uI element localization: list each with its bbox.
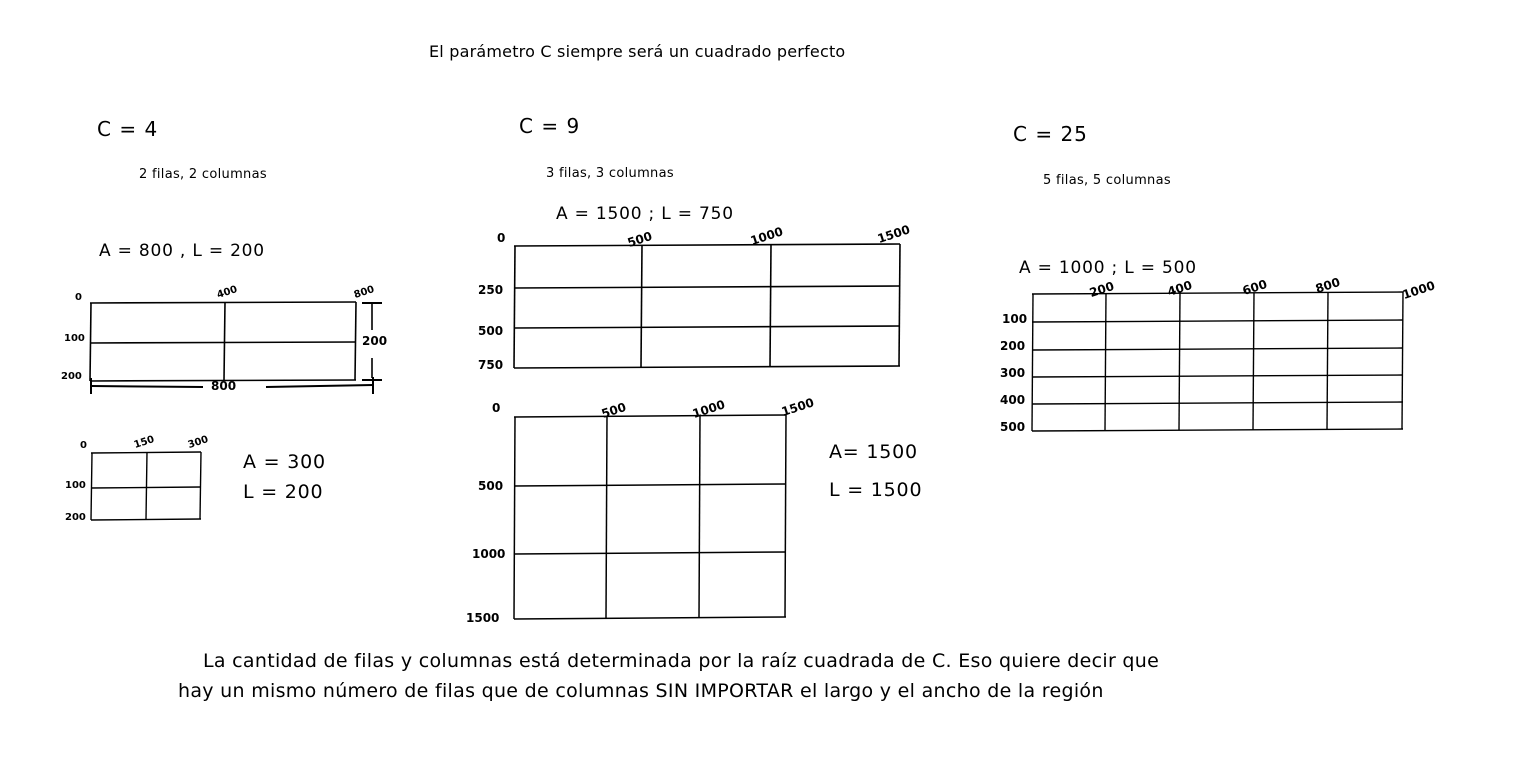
- dim-label-grid-1: A = 800 , L = 200: [99, 241, 265, 261]
- sub-label-9: 3 filas, 3 columnas: [546, 166, 674, 181]
- footer-line-2: hay un mismo número de filas que de columnas SIN IMPORTAR el largo y el ancho de la región: [178, 680, 1104, 702]
- tick-y: 400: [1000, 393, 1026, 407]
- side-label-l: L = 200: [243, 481, 324, 503]
- c-label-25: C = 25: [1013, 122, 1088, 146]
- sub-label-4: 2 filas, 2 columnas: [139, 167, 267, 182]
- page-title: El parámetro C siempre será un cuadrado perfecto: [429, 42, 846, 61]
- tick-y: 200: [61, 371, 82, 382]
- tick-x: 150: [132, 434, 156, 451]
- tick-x: 1500: [875, 222, 912, 246]
- grid-c9-secondary: [512, 414, 788, 622]
- tick-y: 500: [478, 479, 504, 493]
- tick-y: 100: [1002, 312, 1028, 326]
- tick-y: 300: [1000, 366, 1026, 380]
- height-annotation: 200: [362, 334, 388, 348]
- footer-line-1: La cantidad de filas y columnas está determinada por la raíz cuadrada de C. Eso quiere decir que: [203, 650, 1160, 672]
- tick-y: 100: [65, 480, 86, 491]
- tick-x: 400: [1165, 277, 1194, 299]
- tick-x: 600: [1240, 276, 1269, 298]
- tick-y: 500: [478, 324, 504, 338]
- tick-x: 1000: [1400, 278, 1437, 302]
- grid-c4-secondary: [89, 450, 203, 526]
- tick-y: 750: [478, 358, 504, 372]
- tick-x: 1000: [748, 224, 785, 248]
- tick-x: 800: [352, 284, 376, 301]
- tick-y: 1500: [466, 611, 500, 625]
- side-label-a: A = 300: [243, 451, 326, 473]
- dim-label-grid-2: A = 1500 ; L = 750: [556, 204, 734, 224]
- width-annotation: 800: [211, 379, 237, 393]
- grid-c9-main: [512, 243, 902, 373]
- tick-y: 200: [65, 512, 86, 523]
- side-label-a: A= 1500: [829, 441, 918, 463]
- tick-x: 500: [625, 228, 654, 250]
- dim-label-grid-5: A = 1000 ; L = 500: [1019, 258, 1197, 278]
- tick-x: 0: [80, 440, 87, 451]
- tick-y: 250: [478, 283, 504, 297]
- tick-x: 300: [186, 434, 210, 451]
- tick-y: 200: [1000, 339, 1026, 353]
- tick-x: 0: [492, 401, 501, 415]
- tick-x: 1500: [779, 395, 816, 419]
- tick-x: 500: [599, 399, 628, 421]
- tick-y: 100: [64, 333, 85, 344]
- grid-c25-main: [1030, 291, 1405, 433]
- tick-y: 1000: [472, 547, 506, 561]
- side-label-l: L = 1500: [829, 479, 923, 501]
- tick-x: 0: [75, 292, 82, 303]
- c-label-9: C = 9: [519, 114, 581, 138]
- tick-y: 500: [1000, 420, 1026, 434]
- tick-x: 0: [497, 231, 506, 245]
- tick-x: 200: [1087, 278, 1116, 300]
- tick-x: 800: [1313, 274, 1342, 296]
- tick-x: 1000: [690, 397, 727, 421]
- sub-label-25: 5 filas, 5 columnas: [1043, 173, 1171, 188]
- c-label-4: C = 4: [97, 117, 159, 141]
- tick-x: 400: [215, 284, 239, 301]
